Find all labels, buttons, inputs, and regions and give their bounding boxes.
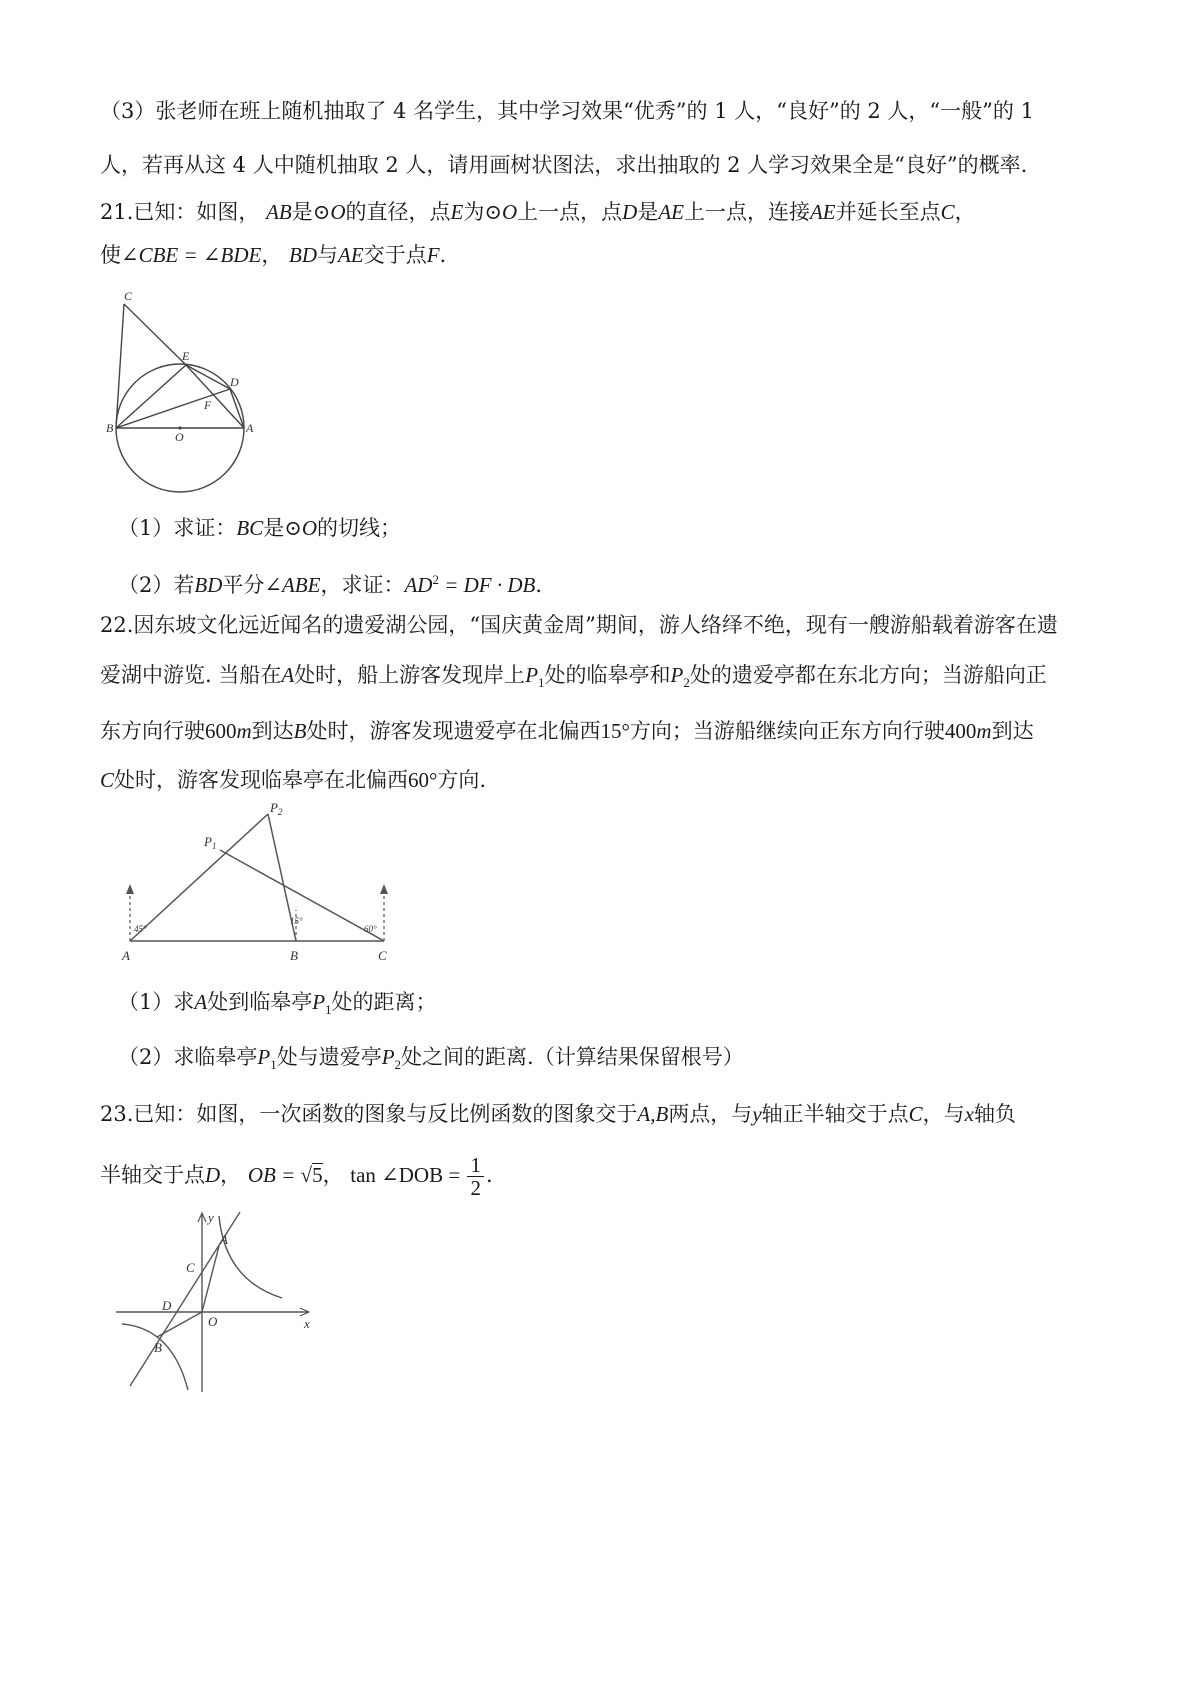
q21-label-F: F xyxy=(204,398,212,412)
q21-label-O: O xyxy=(175,430,184,444)
q22-label-P1: $P_1$ xyxy=(204,834,217,851)
q21-label-B: B xyxy=(106,421,114,435)
q22-label-P2: $P_2$ xyxy=(270,800,283,817)
q21-line-CE xyxy=(124,304,186,365)
q21-label-A: A xyxy=(246,421,254,435)
q20-part3-line1: （3）张老师在班上随机抽取了 4 名学生，其中学习效果“优秀”的 1 人，“良好”的 2 人，“一般”的 1 xyxy=(100,99,1034,123)
q21-line-BE xyxy=(116,365,186,428)
q22-line4: C处时，游客发现临皋亭在北偏西60°方向. xyxy=(100,768,487,792)
q23-fraction: $\frac{1}{2}$ xyxy=(467,1154,484,1199)
q21-part1: （1）求证：BC是⊙O的切线； xyxy=(118,516,401,540)
q22-angle-45: 45° xyxy=(134,924,147,934)
q21-label-C: C xyxy=(124,289,133,303)
q22-label-C: C xyxy=(378,948,387,963)
q21-line-BC xyxy=(116,304,124,428)
q23-label-B: B xyxy=(154,1340,162,1355)
q21-line-BD xyxy=(116,389,230,428)
q22-line2: 爱湖中游览. 当船在A处时，船上游客发现岸上$P_1$处的临皋亭和$P_2$处的遗爱亭都在东北方向；当游船向正 xyxy=(100,663,1047,691)
q22-line-CP1 xyxy=(220,850,384,941)
q21-line1: 21.已知：如图， AB是⊙O的直径，点E为⊙O上一点，点D是AE上一点，连接AE并延长至点C， xyxy=(100,200,976,224)
q22-arrowhead-C xyxy=(380,884,388,894)
q22-angle-60: 60° xyxy=(364,924,377,934)
q21-line2: 使∠CBE = ∠BDE， BD与AE交于点F. xyxy=(100,243,447,267)
q22-label-A: A xyxy=(122,948,130,963)
q21-line-ED xyxy=(186,365,230,389)
q22-part2: （2）求临皋亭$P_1$处与遗爱亭$P_2$处之间的距离.（计算结果保留根号） xyxy=(118,1045,744,1073)
q23-label-O: O xyxy=(208,1314,218,1329)
q21-line-DA xyxy=(230,389,244,428)
q23-label-A: A xyxy=(220,1232,228,1247)
q23-label-y: y xyxy=(208,1210,214,1225)
q23-line1: 23.已知：如图，一次函数的图象与反比例函数的图象交于A,B两点，与y轴正半轴交于点C，与x轴负 xyxy=(100,1102,1016,1126)
q21-label-E: E xyxy=(182,349,190,363)
q23-function-graph xyxy=(112,1208,332,1398)
q22-boat-figure xyxy=(118,800,418,970)
q22-line-AP2 xyxy=(130,814,268,941)
q23-segment-OA xyxy=(202,1246,219,1312)
q23-hyperbola-branch-1 xyxy=(219,1216,282,1298)
q23-label-x: x xyxy=(304,1316,310,1331)
q23-segment-OB xyxy=(157,1312,202,1337)
q23-label-C: C xyxy=(186,1260,195,1275)
q23-hyperbola-branch-2 xyxy=(122,1324,188,1390)
q23-line2: 半轴交于点D， OB = √5， tan ∠DOB = $\frac{1}{2}$ . xyxy=(100,1153,493,1200)
q20-part3-line2: 人，若再从这 4 人中随机抽取 2 人，请用画树状图法，求出抽取的 2 人学习效果全是“良好”的概率. xyxy=(100,153,1028,177)
q22-angle-15: 15° xyxy=(290,916,303,926)
q21-label-D: D xyxy=(230,375,239,389)
q22-label-B: B xyxy=(290,948,298,963)
q21-part2: （2）若BD平分∠ABE，求证：$AD^2$ = DF · DB. xyxy=(118,572,543,597)
q22-arrowhead-A xyxy=(126,884,134,894)
q22-line1: 22.因东坡文化远近闻名的遗爱湖公园，“国庆黄金周”期间，游人络绎不绝，现有一艘游船载着游客在遗 xyxy=(100,613,1058,637)
q22-part1: （1）求A处到临皋亭$P_1$处的距离； xyxy=(118,990,437,1018)
q22-line3: 东方向行驶600m到达B处时，游客发现遗爱亭在北偏西15°方向；当游船继续向正东方向行驶400m到达 xyxy=(100,719,1034,743)
q23-label-D: D xyxy=(162,1298,172,1313)
q21-circle-figure xyxy=(106,288,272,498)
